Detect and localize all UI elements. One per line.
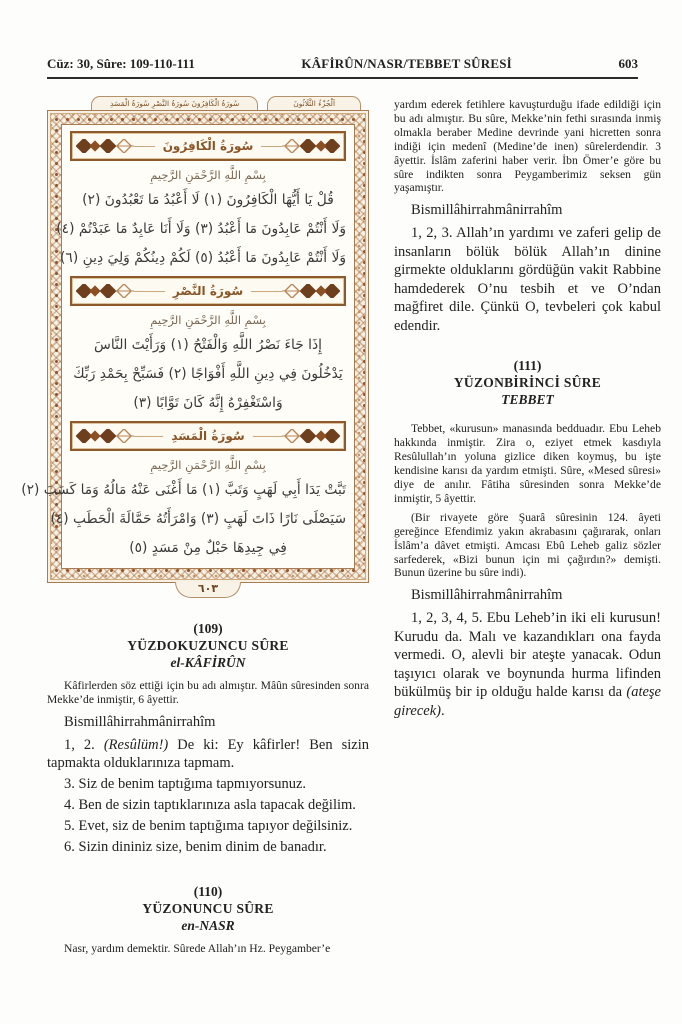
frame-ornament-border [21,113,366,580]
verse-paragraph [47,796,369,815]
band-rule [253,436,282,437]
verse-text: 3. Siz de benim taptığıma tapmıyorsunuz. [64,776,307,793]
page-header [47,56,638,79]
section-subtitle: el-KÂFİRÛN [170,655,246,670]
ornament-left-icon [76,429,134,443]
nasr-translation-paragraph: 1, 2, 3. Allah’ın yardımı ve zaferi gelip de insanların bölük bölük Allah’ın dinine girmekte olduklarını gördüğün vakit Rabbine hamdederek O’nu tesbih et ve O’ndan mağfiret dile. Çünkü O, tevbeleri çok kabul edendir. [394,225,661,334]
verse-text: 1, 2, 3, 4, 5. Ebu Leheb’in iki eli kurusun! Kurudu da. Malı ve kazandıkları ona fayda vermedi. O, alevli bir ateşte yanacak. Odun taşıyıcı olarak ve boynunda hurma lifinden bükülmüş bir ip olduğu halde karısı da [394,610,661,701]
juz-tab: اَلْجُزْءُ الثَّلَاثُونَ [267,96,361,110]
quran-page-frame [21,93,369,598]
band-rule [134,146,155,147]
intro-paragraph-111a: Tebbet, «kurusun» manasında bedduadır. Ebu Leheb hakkında inmiştir. Zira o, eziyet etmek kasdıyla Resûlullah’ın yoluna gizlice diken koymuş, bu işte kendisine karısı da yardım etmişti. Sûre, «Mesed sûresi» diye de anılır. Fâtiha sûresinden sonra Mekke’de inmiştir, 5 âyettir. [394,422,661,505]
section-title: YÜZDOKUZUNCU SÛRE [127,638,289,653]
left-column [21,93,370,959]
tebbet-translation-paragraph [394,609,661,720]
surah-title-masad: سُورَةُ الْمَسَدِ [171,429,245,443]
quran-verse-line: تَبَّتْ يَدَا أَبِي لَهَبٍ وَتَبَّ (١) مَا أَغْنَى عَنْهُ مَالُهُ وَمَا كَسَبَ (٢) [21,482,346,498]
band-rule [251,291,282,292]
arabic-page-number-tab: ٦٠٣ [175,582,241,598]
surah-names-tab: سُورَةُ الْكَافِرُونَ سُورَةُ النَّصْرِ سُورَةُ الْمَسَدِ [91,96,258,110]
ornament-right-icon [282,139,340,153]
section-heading-111 [394,357,661,408]
frame-inner-area [21,124,355,569]
surah-header-band-kafirun [70,131,346,161]
section-heading-109 [47,620,369,671]
section-subtitle: TEBBET [501,392,554,408]
band-rule [134,291,165,292]
bismillah-arabic: بِسْمِ اللَّهِ الرَّحْمَنِ الرَّحِيمِ [150,168,266,182]
quran-verse-line: قُلْ يَا أَيُّهَا الْكَافِرُونَ (١) لَا أَعْبُدُ مَا تَعْبُدُونَ (٢) [82,192,334,208]
surah-header-band-masad [70,421,346,451]
intro-paragraph-111b: (Bir rivayete göre Şuarâ sûresinin 124. âyeti gereğince Efendimiz yakın akrabasını çağırarak, onları İslâm’a dâvet etmişti. Amcası Ebû Leheb galiz sözler sarfederek, «Bizi bunun için mi çağırdın?» demişti. Bunun üzerine bu sûre indi). [394,510,661,580]
verse-text: 6. Sizin dininiz size, benim dinim de banadır. [64,839,327,856]
intro-paragraph-109: Kâfirlerden söz ettiği için bu adı almıştır. Mâûn sûresinden sonra Mekke’de inmiştir, 6 âyettir. [47,679,369,706]
section-subtitle: en-NASR [181,917,235,933]
header-page-number: 603 [618,56,638,71]
bismillah-turkish: Bismillâhirrahmânirrahîm [411,587,563,604]
right-column [394,95,661,723]
bismillah-arabic: بِسْمِ اللَّهِ الرَّحْمَنِ الرَّحِيمِ [150,313,266,327]
header-title: KÂFİRÛN/NASR/TEBBET SÛRESİ [301,56,512,71]
header-juz-sure: Cüz: 30, Sûre: 109-110-111 [47,56,195,71]
verse-text: . [440,702,445,719]
quran-verse-line: وَلَا أَنْتُمْ عَابِدُونَ مَا أَعْبُدُ (٥) لَكُمْ دِينُكُمْ وَلِيَ دِينِ (٦) [60,250,346,266]
ornament-left-icon [76,139,134,153]
surah-header-band-nasr [70,276,346,306]
bismillah-turkish: Bismillâhirrahmânirrahîm [411,202,563,219]
section-number: (109) [193,621,223,636]
quran-verse-line: وَاسْتَغْفِرْهُ إِنَّهُ كَانَ تَوَّابًا (٣) [133,395,283,411]
verse-text: 5. Evet, siz de benim taptığıma tapıyor değilsiniz. [64,818,353,835]
bismillah-turkish: Bismillâhirrahmânirrahîm [64,713,216,730]
section-number: (110) [193,883,223,899]
section-title: YÜZONBİRİNCİ SÛRE [453,375,602,391]
verse-text: De ki: Ey kâfirler! Ben sizin tapmakta olduklarınıza tapmam. [47,736,370,772]
intro-paragraph-110: Nasr, yardım demektir. Sûrede Allah’ın Hz. Peygamber’e [64,941,331,955]
ornament-right-icon [282,429,340,443]
surah-title-kafirun: سُورَةُ الْكَافِرُونَ [162,139,254,153]
band-rule [261,146,282,147]
frame-outer-border [21,110,369,583]
verse-paragraph [47,736,369,773]
verse-paragraph [47,775,369,794]
verse-paragraph [47,838,369,857]
frame-tabs [91,93,361,110]
nasr-continuation-paragraph: yardım ederek fetihlere kavuşturduğu ifade edildiği için bu adı almıştır. Bu sûre, Mekke’nin fethi sırasında inmiş olmakla beraber Medine devrinde yani hicretten sonra indiği için medenî (Medine’de inen) sûrelerdendir. 3 âyettir. İslâm zaferini haber verir. İbn Ömer’e göre bu sûre indikten sonra Peygamberimiz seksen gün yaşamıştır. [394,98,661,195]
quran-verse-line: يَدْخُلُونَ فِي دِينِ اللَّهِ أَفْوَاجًا (٢) فَسَبِّحْ بِحَمْدِ رَبِّكَ [73,366,343,382]
band-rule [134,436,163,437]
ornament-left-icon [76,284,134,298]
verse-text: 1, 2. [64,736,104,753]
bismillah-arabic: بِسْمِ اللَّهِ الرَّحْمَنِ الرَّحِيمِ [150,458,266,472]
section-title: YÜZONUNCU SÛRE [142,900,274,916]
quran-verse-line: وَلَا أَنْتُمْ عَابِدُونَ مَا أَعْبُدُ (٣) وَلَا أَنَا عَابِدٌ مَا عَبَدْتُمْ (٤) [56,221,346,237]
verse-italic: (Resûlüm!) [103,736,169,753]
verse-paragraph [47,817,369,836]
section-heading-110 [47,883,369,934]
section-number: (111) [513,358,542,374]
quran-verse-line: سَيَصْلَى نَارًا ذَاتَ لَهَبٍ (٣) وَامْرَأَتُهُ حَمَّالَةَ الْحَطَبِ (٤) [50,511,346,527]
ornament-right-icon [282,284,340,298]
verse-text: 4. Ben de sizin taptıklarınıza asla tapacak değilim. [64,797,356,814]
verse-italic: (ateşe girecek) [394,684,661,719]
surah-title-nasr: سُورَةُ النَّصْرِ [172,284,244,298]
quran-verse-line: فِي جِيدِهَا حَبْلٌ مِنْ مَسَدٍ (٥) [129,540,287,556]
quran-verse-line: إِذَا جَاءَ نَصْرُ اللَّهِ وَالْفَتْحُ (١) وَرَأَيْتَ النَّاسَ [94,337,322,353]
